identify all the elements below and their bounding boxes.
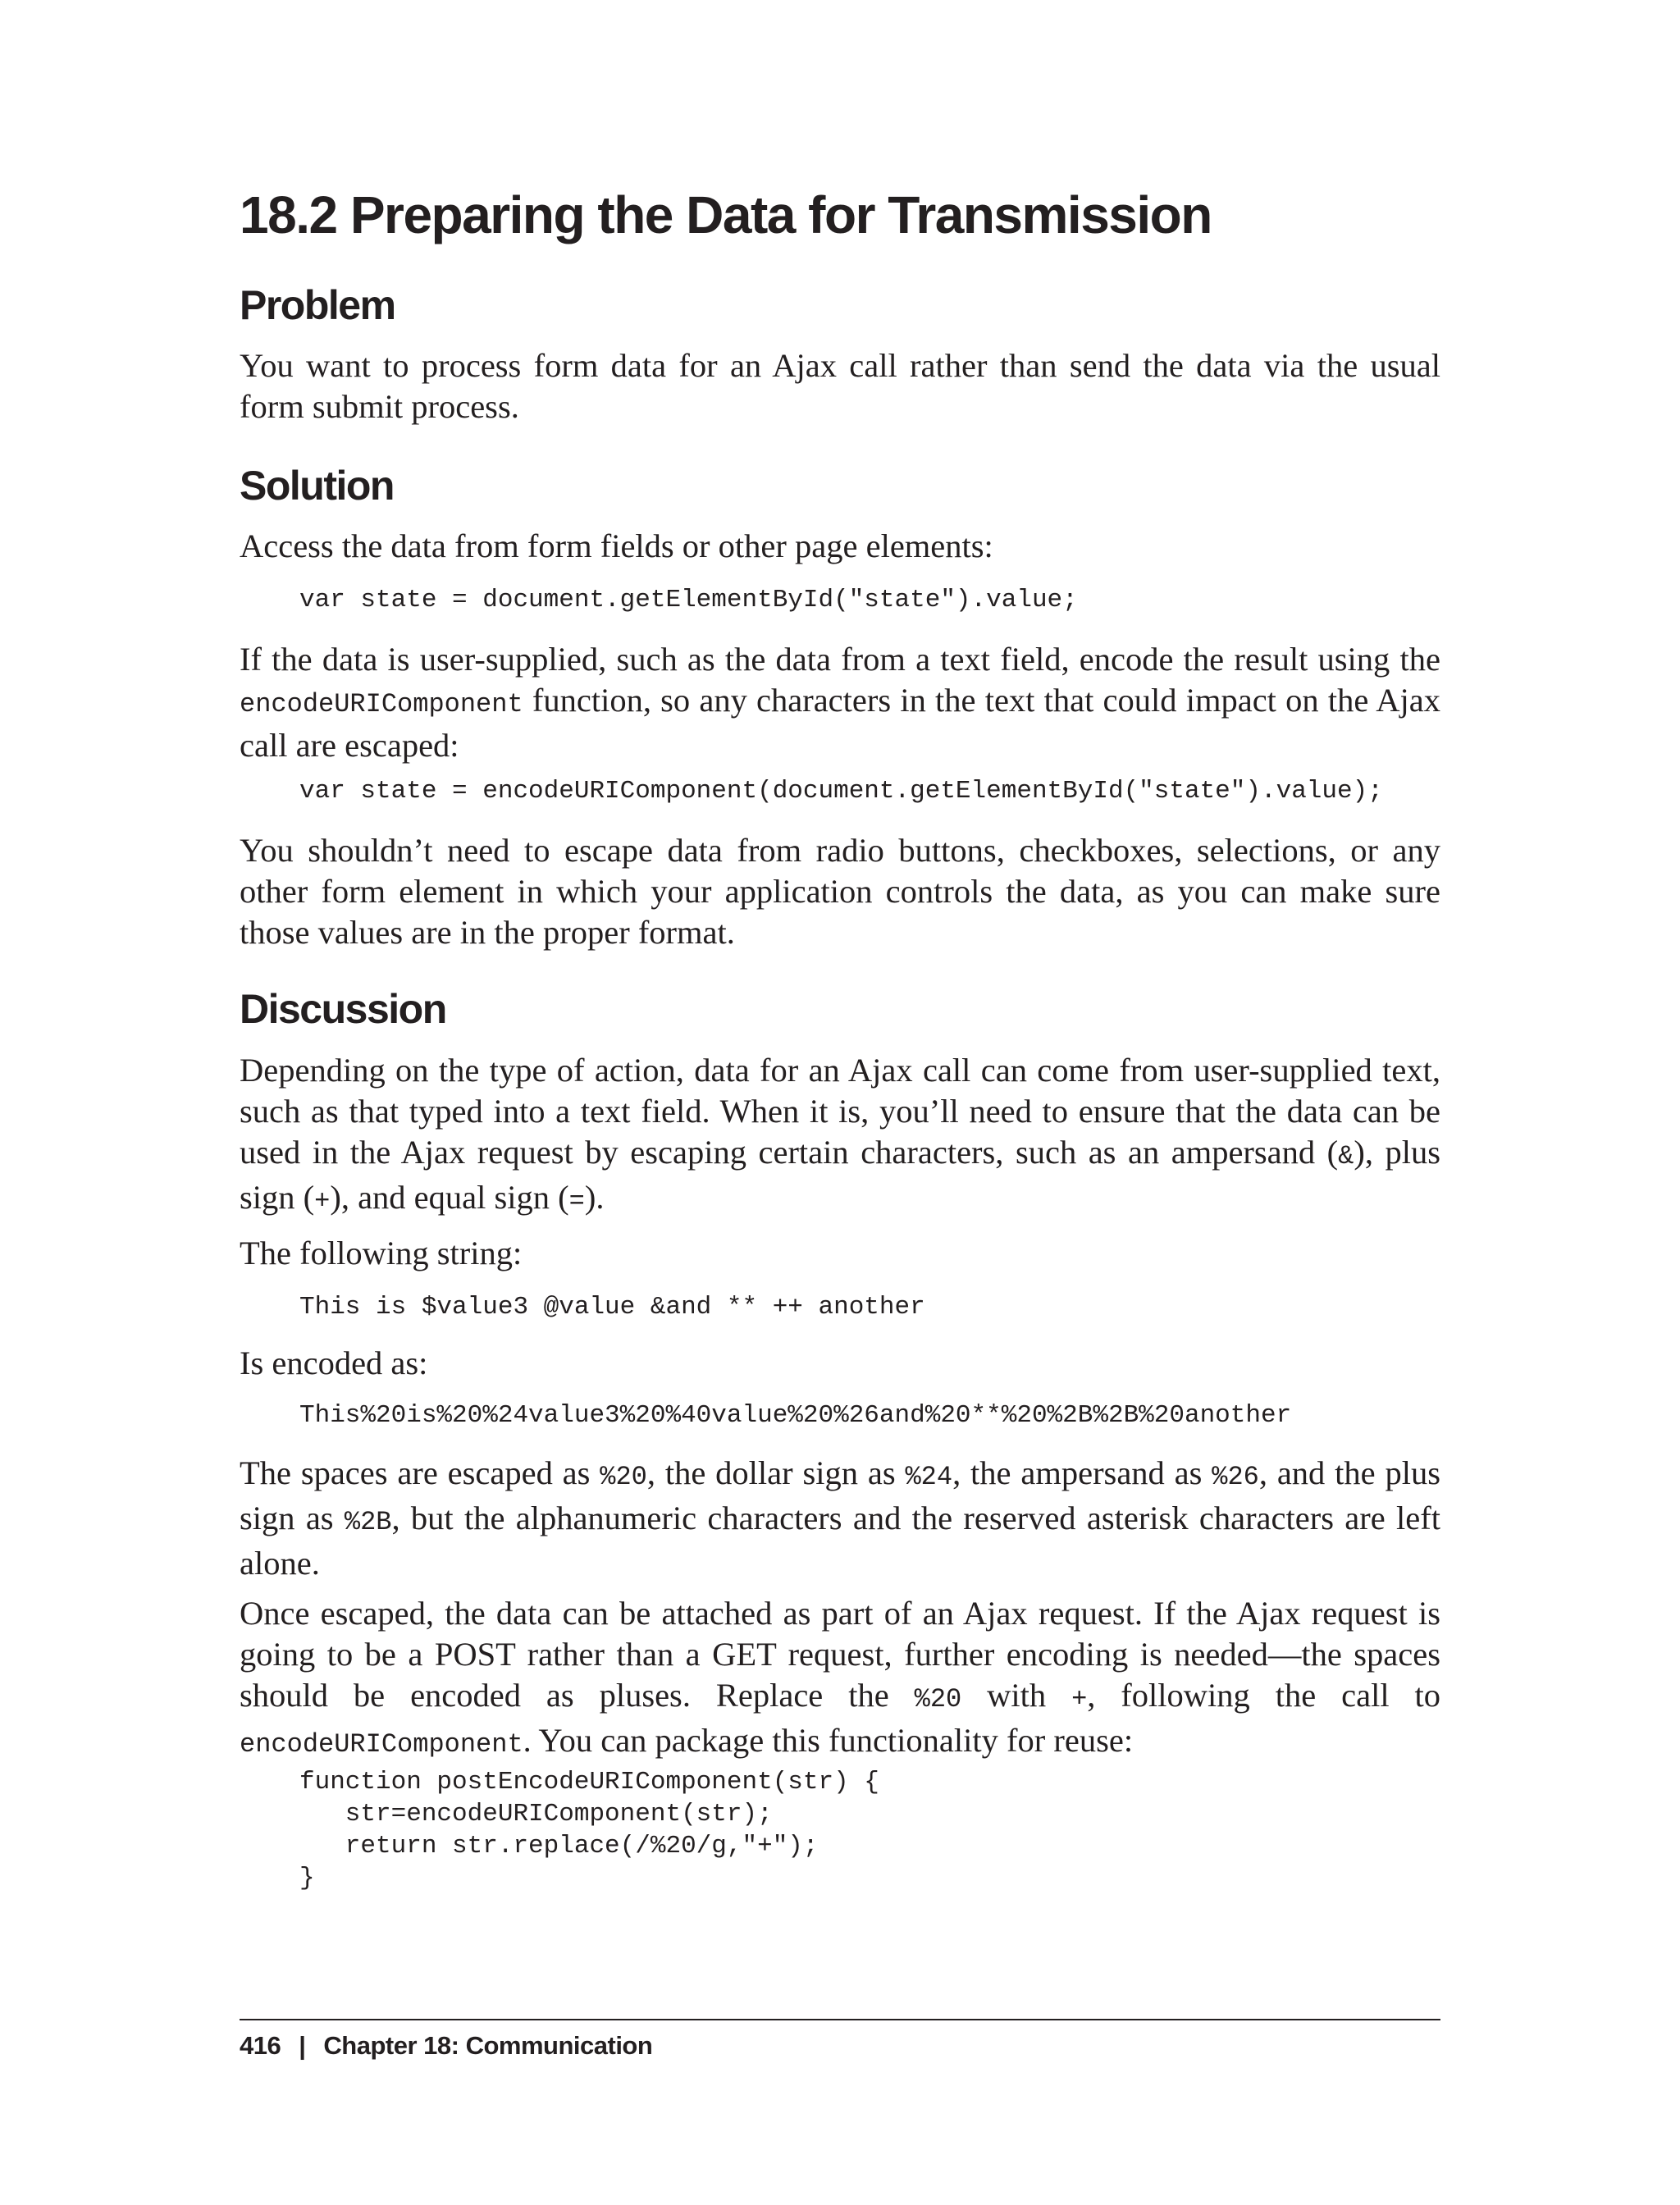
solution-encode-paragraph: If the data is user-supplied, such as the data from a text field, encode the result using the encodeURIComponent function, so any characters in the text that could impact on the Ajax call are escaped: (240, 641, 1440, 764)
problem-text: You want to process form data for an Ajax call rather than send the data via the usual form submit process. (240, 347, 1440, 425)
discussion-paragraph-2: The following string: (240, 1235, 523, 1271)
page-number: 416 (240, 2031, 281, 2060)
solution-heading: Solution (240, 463, 394, 509)
code-sample-state: var state = document.getElementById("state").value; (299, 586, 1078, 614)
chapter-title: Chapter 18: Communication (323, 2031, 653, 2060)
solution-escape-note: You shouldn’t need to escape data from radio buttons, checkboxes, selections, or any other form element in which your application controls the data, as you can make sure those values are in the proper format. (240, 832, 1440, 951)
discussion-paragraph-1: Depending on the type of action, data for an Ajax call can come from user-supplied text, such as that typed into a text field. When it is, you’ll need to ensure that the data can be used in the Ajax request by escaping certain characters, such as an ampersand (&), plus sign (+), and equal sign (=). (240, 1052, 1441, 1217)
code-sample-encoded-state: var state = encodeURIComponent(document.getElementById("state").value); (299, 777, 1383, 806)
inline-code-encodeuricomponent: encodeURIComponent (240, 689, 523, 719)
solution-intro: Access the data from form fields or other page elements: (240, 527, 993, 564)
section-title: 18.2 Preparing the Data for Transmission (240, 185, 1212, 244)
discussion-paragraph-4: The spaces are escaped as %20, the dollar sign as %24, the ampersand as %26, and the plus sign as %2B, but the alphanumeric characters and the reserved asterisk characters are left alone. (240, 1454, 1440, 1582)
problem-heading: Problem (240, 282, 395, 328)
code-sample-post-encode-function: function postEncodeURIComponent(str) { str=encodeURIComponent(str); return str.replace(/%20/g,"+"); } (299, 1768, 879, 1892)
discussion-paragraph-3: Is encoded as: (240, 1344, 428, 1381)
discussion-paragraph-5: Once escaped, the data can be attached as part of an Ajax request. If the Ajax request is going to be a POST rather than a GET request, further encoding is needed—the spaces should be encoded as pluses. Replace the %20 with +, following the call to encodeURIComponent. You can package this functionality for reuse: (240, 1595, 1440, 1760)
code-sample-raw-string: This is $value3 @value &and ** ++ another (299, 1293, 925, 1322)
discussion-heading: Discussion (240, 986, 446, 1032)
code-sample-encoded-string: This%20is%20%24value3%20%40value%20%26and%20**%20%2B%2B%20another (299, 1401, 1292, 1430)
footer-rule (240, 2019, 1440, 2020)
footer-separator: | (299, 2031, 306, 2060)
page-footer (240, 2029, 652, 2062)
